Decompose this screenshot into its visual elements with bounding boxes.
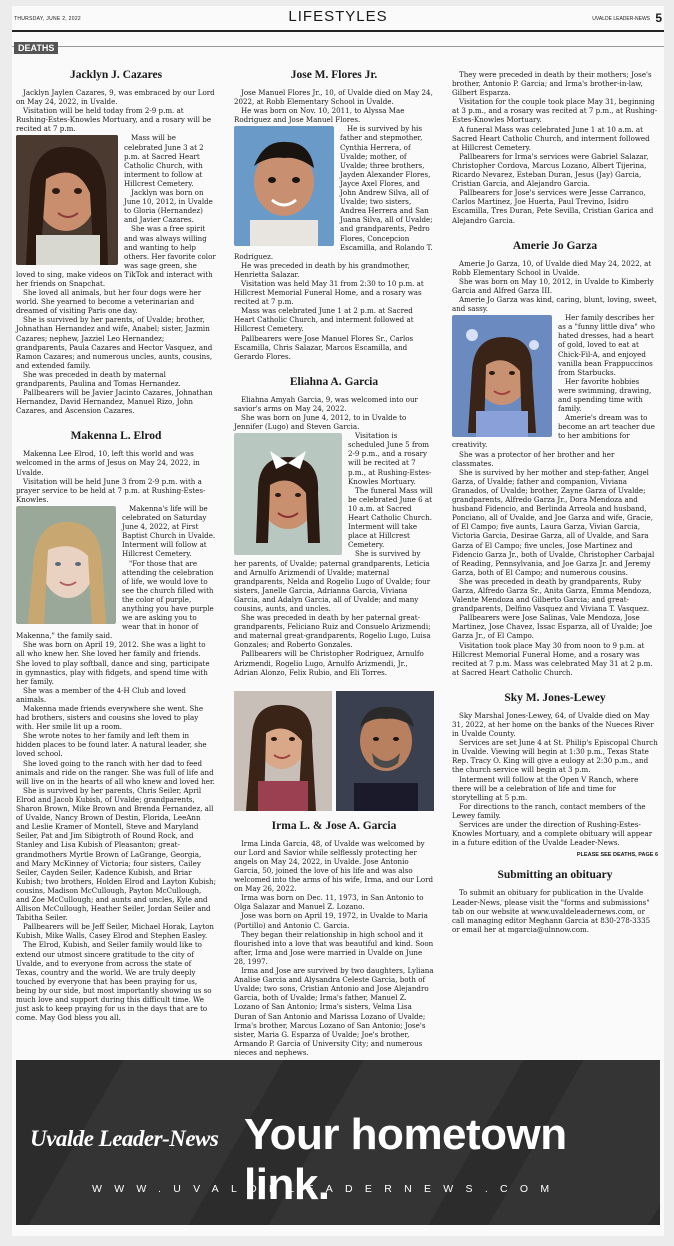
- obit-paragraph: She is survived by her parents, of Uvalde; paternal grandparents, Leticia and Arnulfo Arizmendi of Uvalde; maternal grandparents, Nelda and Rogelio Lugo of Uvalde; four sisters, Janelle Garcia, Adrianna Garcia, Viviana Garcia, and Adalyn Garcia, all of Uvalde; and many cousins, aunts, and uncles.: [234, 549, 431, 613]
- issue-date: THURSDAY, JUNE 2, 2022: [14, 16, 81, 22]
- newspaper-page: [12, 6, 664, 1236]
- obit-paragraph: She was preceded in death by her paternal great-grandparents, Feliciano Ruiz and Consuelo Arizmendi; and maternal great-grandparents, Rogelio Lugo, Luisa Gonzales; and Roberto Gonzales.: [234, 613, 431, 650]
- obit-paragraph: Jose was born on April 19, 1972, in Uvalde to Maria (Portillo) and Antonio C. Garcia.: [234, 911, 428, 930]
- obit-paragraph: Makenna made friends everywhere she went. She had brothers, sisters and cousins she loved to play with. Her smile lit up a room.: [16, 704, 204, 732]
- obit-paragraph: A funeral Mass was celebrated June 1 at 10 a.m. at Sacred Heart Catholic Church, and interment followed at Hillcrest Cemetery.: [452, 124, 650, 152]
- ad-logo: Uvalde Leader-News: [30, 1126, 219, 1151]
- advertisement-banner[interactable]: [16, 1060, 660, 1225]
- obit-paragraph: Irma and Jose are survived by two daughters, Lyliana Analise Garcia and Alysandra Celeste Garcia, both of Uvalde; two sons, Cristian Antonio and Jose Alejandro Garcia, both of Uvalde; Irma's father, Manuel Z. Lozano of San Antonio; Irma's sisters, Velma Lisa Duran of San Antonio and Marissa Lozano of Uvalde; Irma's brother, Marcus Lozano of San Antonio; Jose's sister, Maria G. Esparza of Uvalde; Joe's brother, Armando P. Garcia of University City; and numerous nieces and nephews.: [234, 966, 434, 1057]
- obit-paragraph: They began their relationship in high school and it flourished into a love that was beautiful and kind. Soon after, Irma and Jose were married in Uvalde on June 28, 1997.: [234, 929, 434, 966]
- obit-paragraph: Pallbearers will be Javier Jacinto Cazares, Johnathan Hernandez, David Hernandez, Manuel Rizo, John Cazares, and Ascension Cazares.: [16, 388, 213, 416]
- obit-paragraph: Sky Marshal Jones-Lewey, 64, of Uvalde died on May 31, 2022, at her home on the banks of the Nueces River in Uvalde County.: [452, 710, 654, 739]
- photo-jacklyn-cazares: [16, 135, 118, 265]
- obit-paragraph: Interment will follow at the Open V Ranch, where there will be a celebration of life and time for storytelling at 5 p.m.: [452, 774, 639, 802]
- column-2: [234, 68, 434, 1057]
- obit-paragraph: "For those that are attending the celebration of life, we would love to see the church filled with the color of purple, anything you have purple we are asking you to wear that in honor of Makenna," the family said.: [16, 558, 214, 641]
- obit-paragraph: They were preceded in death by their mothers; Jose's brother, Antonio P. Garcia; and Irma's brother-in-law, Gilbert Esparza.: [452, 70, 652, 98]
- obit-paragraph: Visitation will be held June 3 from 2-9 p.m. with a prayer service to be held at 7 p.m. at Rushing-Estes-Knowles.: [16, 476, 206, 504]
- obit-paragraph: The Elrod, Kubish, and Seiler family would like to extend our utmost sincere gratitude to the city of Uvalde, and to everyone from across the state of Texas, country and the world. We are truly deeply touched by everyone that has been praying for us, being by our side, but most importantly showing us so much love and support during this difficult time. We just ask to keep praying for us in the days that are to come. May God bless you all.: [16, 940, 212, 1023]
- photo-jose-flores: [234, 126, 334, 246]
- photo-jose-garcia: [336, 691, 434, 811]
- obit-paragraph: Visitation is scheduled June 5 from 2-9 p.m., and a rosary will be recited at 7 p.m., at Rushing-Estes-Knowles Mortuary.: [348, 431, 432, 486]
- obit-paragraph: Visitation was held May 31 from 2:30 to 10 p.m. at Hillcrest Memorial Funeral Home, and a rosary was recited at 7 p.m.: [234, 278, 424, 307]
- obit-paragraph: She is survived by her mother and step-father, Angel Garza, of Uvalde; father and companion, Viviana Granados, of Uvalde; brother, Zayne Garza of Uvalde; grandparents, Alfredo Garza Jr., Dora Mendoza and husband Fidencio, and Berlinda Arreola and husband, Ponciano, all of Uvalde, and Joe Garza and wife, Gracie, of El Campo; five aunts, Laura Garza, Vivian Garcia, Victoria Garcia, Desirae Garza, all of Uvalde, and Sara Garza of El Campo; five uncles, Jose Martinez and Fidencio Garza Jr., both of Uvalde, Christopher Carbajal of Reading, Pennsylvania, and Joe Garza Jr. and Jeremy Garza, both of El Campo; and numerous cousins.: [452, 467, 655, 577]
- obit-paragraph: Visitation took place May 30 from noon to 9 p.m. at Hillcrest Memorial Funeral Home, and a rosary was recited at 7 p.m. Mass was celebrated May 31 at 2 p.m. at Sacred Heart Catholic Church.: [452, 640, 653, 677]
- section-rule: [12, 46, 664, 47]
- obit-paragraph: Irma Linda Garcia, 48, of Uvalde was welcomed by our Lord and Savior while selflessly protecting her angels on May 24, 2022, in Uvalde. Jose Antonio Garcia, 50, joined the love of his life and was also welcomed into the arms of his wife, Irma, and our Lord on May 26, 2022.: [234, 838, 434, 894]
- obit-paragraph: Pallbearers will be Christopher Rodriguez, Arnulfo Arizmendi, Rogelio Lugo, Arnulfo Arizmendi, Jr., Adrian Alonzo, Felix Rubio, and Eli Torres.: [234, 649, 424, 677]
- page-number: 5: [655, 11, 662, 25]
- photo-makenna-elrod: [16, 506, 116, 624]
- obit-title-cazares: Jacklyn J. Cazares: [69, 69, 163, 81]
- obit-paragraph: Pallbearers will be Jeff Seiler, Michael Horak, Layton Kubish, Mike Walls, Casey Elrod and Stephen Easley.: [16, 922, 214, 941]
- continued-jump-line[interactable]: PLEASE SEE DEATHS, PAGE 6: [576, 852, 658, 859]
- obit-paragraph: She was preceded in death by grandparents, Ruby Garza, Alfredo Garza Sr., Anita Garza, Emma Mendoza, Valente Mendoza and Gilberto Garcia; and great-grandparents, Delfino Vasquez and Viviana T. Vasquez.: [452, 576, 652, 614]
- obit-paragraph: Mass was celebrated June 1 at 2 p.m. at Sacred Heart Catholic Church, and interment followed at Hillcrest Cemetery.: [234, 306, 414, 334]
- obit-paragraph: Services are under the direction of Rushing-Estes-Knowles Mortuary, and a complete obituary will appear in a future edition of the Uvalde Leader-News.: [452, 820, 653, 848]
- obit-title-jones-lewey: Sky M. Jones-Lewey: [504, 691, 606, 704]
- section-title: LIFESTYLES: [288, 8, 388, 25]
- obit-paragraph: He was preceded in death by his grandmother, Henrietta Salazar.: [234, 260, 410, 279]
- obit-paragraph: Makenna Lee Elrod, 10, left this world and was welcomed in the arms of Jesus on May 24, 2022, in Uvalde.: [16, 449, 200, 477]
- ad-url-link[interactable]: WWW.UVALDELEADERNEWS.COM: [92, 1183, 562, 1195]
- obit-paragraph: She is survived by her parents, of Uvalde; brother, Johnathan Hernandez and wife, Anabel; sister, Jazmin Cazares; nephew, Jazziel Leo Hernandez; grandparents, Paula Cazares and Hector Vasquez, and Ramon Cazares; and numerous uncles, aunts, cousins, and extended family.: [16, 315, 213, 370]
- obit-paragraph: Amerie Jo Garza was kind, caring, blunt, loving, sweet, and sassy.: [452, 294, 657, 314]
- photo-irma-garcia: [234, 691, 332, 811]
- obit-paragraph: She was a member of the 4-H Club and loved animals.: [16, 685, 186, 704]
- obit-paragraph: Jacklyn Jaylen Cazares, 9, was embraced by our Lord on May 24, 2022, in Uvalde.: [16, 88, 215, 107]
- obit-paragraph: She was preceded in death by maternal grandparents, Paulina and Tomas Hernandez.: [16, 369, 181, 388]
- photo-pair-garcia: [234, 691, 434, 811]
- obit-paragraph: She was born on May 10, 2012, in Uvalde to Kimberly Garcia and Alfred Garza III.: [452, 276, 654, 295]
- obit-paragraph: Pallbearers for Irma's services were Gabriel Salazar, Christopher Cordova, Marcus Lozano, Albert Tijerina, Ricardo Nevarez, Esteban Duran, Jesus (Jay) Garcia, Cristian Garcia, and Alejandro Garcia.: [452, 151, 649, 189]
- ad-tagline: Your hometown link.: [244, 1110, 567, 1209]
- obit-paragraph: He is survived by his father and stepmother, Cynthia Herrera, of Uvalde; mother, of Uvalde; three brothers, Jayden Alexander Flores, Jayce Axel Flores, and John Andrew Silva, all of Uvalde; two sisters, Andrea Herrera and San Juana Silva, all of Uvalde; and grandparents, Pedro Flores, Concepcion Escamilla, and Rolando T. Rodriguez.: [234, 124, 433, 261]
- obit-title-elrod: Makenna L. Elrod: [70, 430, 162, 443]
- obit-paragraph: She was a free spirit and was always willing and wanting to help others. Her favorite color was sage green, she loved to sing, make videos on TikTok and interact with her friends on Snapchat.: [16, 224, 216, 288]
- obit-paragraph: She is survived by her parents, Chris Seiler, April Elrod and Jacob Kubish, of Uvalde; grandparents, Sharon Brown, Mike Brown and Brenda Fernandez, all of Uvalde, Nancy Brown of Destin, Florida, LeeAnn and Leslie Kramer of Montell, Steve and Maryland Seiler, Pat and Jim Sibigtroth of Round Rock, and Stanley and Lisa Kubish of Pleasanton; great-grandmothers Myrtle Brown of LaGrange, Georgia, and Mary McKinney of Victoria; four sisters, Cailey Seiler, Cayden Seiler, Kadence Kubish, and Briar Kubish; two brothers, Holden Elrod and Layton Kubish; cousins, Madison McCullough, Payton McCullough, and Zoe McCullough; and aunts and uncles, Kyle and Allison McCullough, Heather Seiler, Jordan Seiler and Tabitha Seiler.: [16, 785, 216, 923]
- obit-paragraph: Jose Manuel Flores Jr., 10, of Uvalde died on May 24, 2022, at Robb Elementary School in Uvalde.: [234, 88, 433, 107]
- column-1: [16, 68, 216, 1022]
- obit-paragraph: Her family describes her as a "funny little diva" who hated dresses, had a heart of gold, loved to eat at Chick-Fil-A, and enjoyed vanilla bean Frappuccinos from Starbucks.: [558, 313, 655, 377]
- submit-text: To submit an obituary for publication in the Uvalde Leader-News, please visit the "forms and submissions" tab on our website at www.uvaldeleadernews.com, or call managing editor Meghann Garcia at 830-278-3335 or email her at mgarcia@ulnnow.com.: [452, 888, 651, 934]
- submit-title: Submitting an obituary: [497, 869, 613, 882]
- obit-paragraph: Pallbearers for Jose's services were Jesse Carranco, Carlos Martinez, Joe Huerta, Paul Trevino, Isidro Escamilla, Tres Duran, Pete Sevilla, Cristian Garica and Alejandro Garcia.: [452, 188, 654, 225]
- obit-title-flores: Jose M. Flores Jr.: [290, 69, 378, 81]
- photo-amerie-garza: [452, 315, 552, 437]
- obit-paragraph: Eliahna Amyah Garcia, 9, was welcomed into our savior's arms on May 24, 2022.: [234, 394, 418, 413]
- obit-paragraph: She was born on June 4, 2012, to in Uvalde to Jennifer (Lugo) and Steven Garcia.: [234, 413, 407, 432]
- page-header: [12, 6, 664, 32]
- obit-title-irma-jose-garcia: Irma L. & Jose A. Garcia: [271, 819, 397, 832]
- obit-paragraph: She was a protector of her brother and her classmates.: [452, 449, 615, 468]
- obit-paragraph: For directions to the ranch, contact members of the Lewey family.: [452, 801, 646, 820]
- obit-paragraph: Her favorite hobbies were swimming, drawing, and spending time with family.: [558, 376, 652, 414]
- obit-paragraph: Jacklyn was born on June 10, 2012, in Uvalde to Gloria (Hernandez) and Javier Cazares.: [124, 188, 213, 225]
- column-3: [452, 70, 658, 934]
- obit-paragraph: Irma was born on Dec. 11, 1973, in San Antonio to Olga Salazar and Manuel Z. Lozano.: [234, 893, 424, 912]
- obit-paragraph: Makenna's life will be celebrated on Saturday June 4, 2022, at First Baptist Church in Uvalde. Interment will follow at Hillcrest Cemetery.: [122, 503, 216, 559]
- obit-paragraph: She was born on April 19, 2012. She was a light to all who knew her. She loved her family and friends. She loved to play softball, dance and sing, participate in gymnastics, play with fidgets, and spend time with her family.: [16, 640, 210, 686]
- obit-paragraph: The funeral Mass will be celebrated June 6 at 10 a.m. at Sacred Heart Catholic Church. Interment will take place at Hillcrest Cemetery.: [348, 485, 433, 550]
- section-label: DEATHS: [14, 42, 58, 54]
- obit-paragraph: He was born on Nov. 10, 2011, to Alyssa Mae Rodriguez and Jose Manuel Flores.: [234, 106, 405, 125]
- obit-paragraph: She loved going to the ranch with her dad to feed animals and ride on the ranger. She was full of life and will live on in the hearts of all who knew and loved her.: [16, 758, 215, 786]
- obit-paragraph: Amerie's dream was to become an art teacher due to her ambitions for creativity.: [452, 413, 655, 450]
- photo-eliahna-garcia: [234, 433, 342, 555]
- obit-title-garza: Amerie Jo Garza: [512, 239, 598, 252]
- obit-paragraph: Pallbearers were Jose Salinas, Vale Mendoza, Jose Martinez, Jose Chavez, Issac Esparza, all of Uvalde; Joe Garza Jr., of El Campo.: [452, 613, 653, 641]
- paper-name: UVALDE LEADER-NEWS: [592, 16, 650, 22]
- obit-paragraph: Visitation will be held today from 2-9 p.m. at Rushing-Estes-Knowles Mortuary, and a rosary will be recited at 7 p.m.: [16, 106, 212, 134]
- obit-paragraph: Pallbearers were Jose Manuel Flores Sr., Carlos Escamilla, Chris Salazar, Marcos Escamilla, and Gerardo Flores.: [234, 333, 414, 361]
- obit-paragraph: Visitation for the couple took place May 31, beginning at 3 p.m., and a rosary was recited at 7 p.m., at Rushing-Estes-Knowles Mortuary.: [452, 97, 658, 125]
- obit-paragraph: Services are set June 4 at St. Philip's Episcopal Church in Uvalde. Viewing will begin at 1:30 p.m., Texas State Rep. Tracy O. King will give a eulogy at 2:30 p.m., and the church service will begin at 3 p.m.: [452, 738, 658, 775]
- obit-paragraph: Mass will be celebrated June 3 at 2 p.m. at Sacred Heart Catholic Church, with interment to follow at Hillcrest Cemetery.: [124, 133, 204, 188]
- obit-paragraph: She loved all animals, but her four dogs were her world. She yearned to become a veterinarian and dreamed of visiting Paris one day.: [16, 288, 202, 316]
- obit-paragraph: She wrote notes to her family and left them in hidden places to be found later. A natural leader, she loved school.: [16, 731, 207, 759]
- obit-paragraph: Amerie Jo Garza, 10, of Uvalde died May 24, 2022, at Robb Elementary School in Uvalde.: [452, 258, 652, 277]
- obit-title-eliahna-garcia: Eliahna A. Garcia: [289, 375, 379, 388]
